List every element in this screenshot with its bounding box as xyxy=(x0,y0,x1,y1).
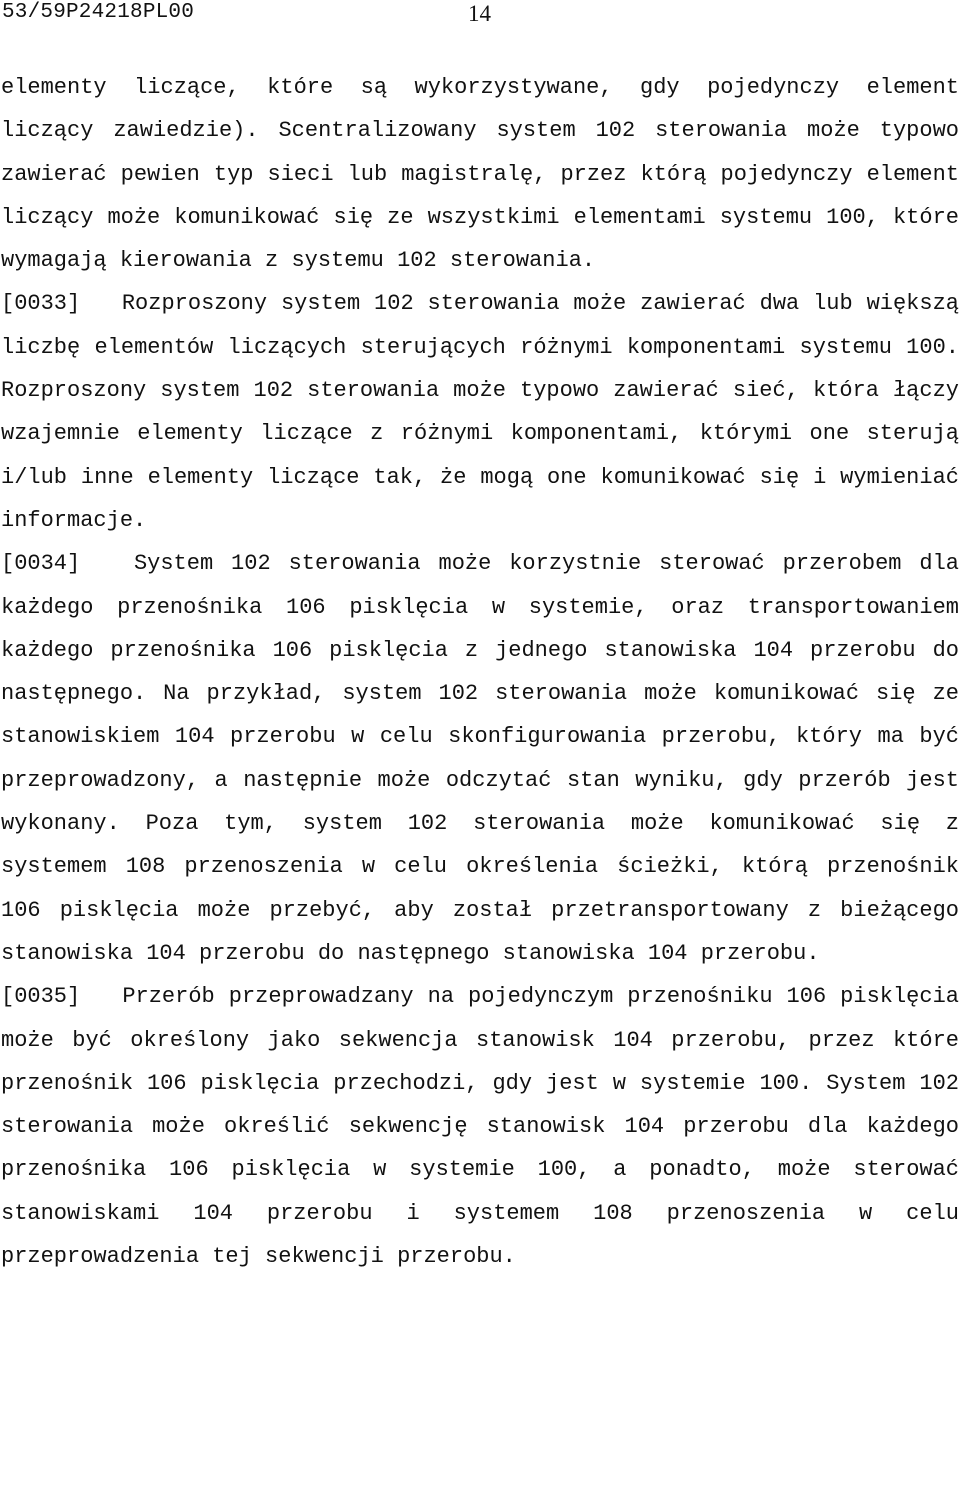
document-body xyxy=(1,66,959,1278)
paragraph-text: elementy liczące, które są wykorzystywane, gdy pojedynczy element liczący zawiedzie). Scentralizowany system 102 sterowania może typowo zawierać pewien typ sieci lub magistralę, przez którą pojedynczy element liczący może komunikować się ze wszystkimi elementami systemu 100, które wymagają kierowania z systemu 102 sterowania. xyxy=(1,75,959,274)
paragraph-0035 xyxy=(1,975,959,1278)
paragraph-text: Przerób przeprowadzany na pojedynczym przenośniku 106 pisklęcia może być określony jako sekwencja stanowisk 104 przerobu, przez które przenośnik 106 pisklęcia przechodzi, gdy jest w systemie 100. System 102 sterowania może określić sekwencję stanowisk 104 przerobu dla każdego przenośnika 106 pisklęcia w systemie 100, a ponadto, może sterować stanowiskami 104 przerobu i systemem 108 przenoszenia w celu przeprowadzenia tej sekwencji przerobu. xyxy=(1,984,959,1270)
paragraph-continued xyxy=(1,66,959,282)
paragraph-number: [0035] xyxy=(1,984,81,1010)
paragraph-number: [0033] xyxy=(1,291,81,317)
paragraph-text: Rozproszony system 102 sterowania może zawierać dwa lub większą liczbę elementów liczących sterujących różnymi komponentami systemu 100. Rozproszony system 102 sterowania może typowo zawierać sieć, która łączy wzajemnie elementy liczące z różnymi komponentami, którymi one sterują i/lub inne elementy liczące tak, że mogą one komunikować się i wymieniać informacje. xyxy=(1,291,959,533)
paragraph-0034 xyxy=(1,542,959,975)
paragraph-number: [0034] xyxy=(1,551,81,577)
paragraph-text: System 102 sterowania może korzystnie sterować przerobem dla każdego przenośnika 106 pisklęcia w systemie, oraz transportowaniem każdego przenośnika 106 pisklęcia z jednego stanowiska 104 przerobu do następnego. Na przykład, system 102 sterowania może komunikować się ze stanowiskiem 104 przerobu w celu skonfigurowania przerobu, który ma być przeprowadzony, a następnie może odczytać stan wyniku, gdy przerób jest wykonany. Poza tym, system 102 sterowania może komunikować się z systemem 108 przenoszenia w celu określenia ścieżki, którą przenośnik 106 pisklęcia może przebyć, aby został przetransportowany z bieżącego stanowiska 104 przerobu do następnego stanowiska 104 przerobu. xyxy=(1,551,959,966)
paragraph-0033 xyxy=(1,282,959,542)
page-number: 14 xyxy=(468,1,491,26)
document-id: 53/59P24218PL00 xyxy=(2,1,195,24)
